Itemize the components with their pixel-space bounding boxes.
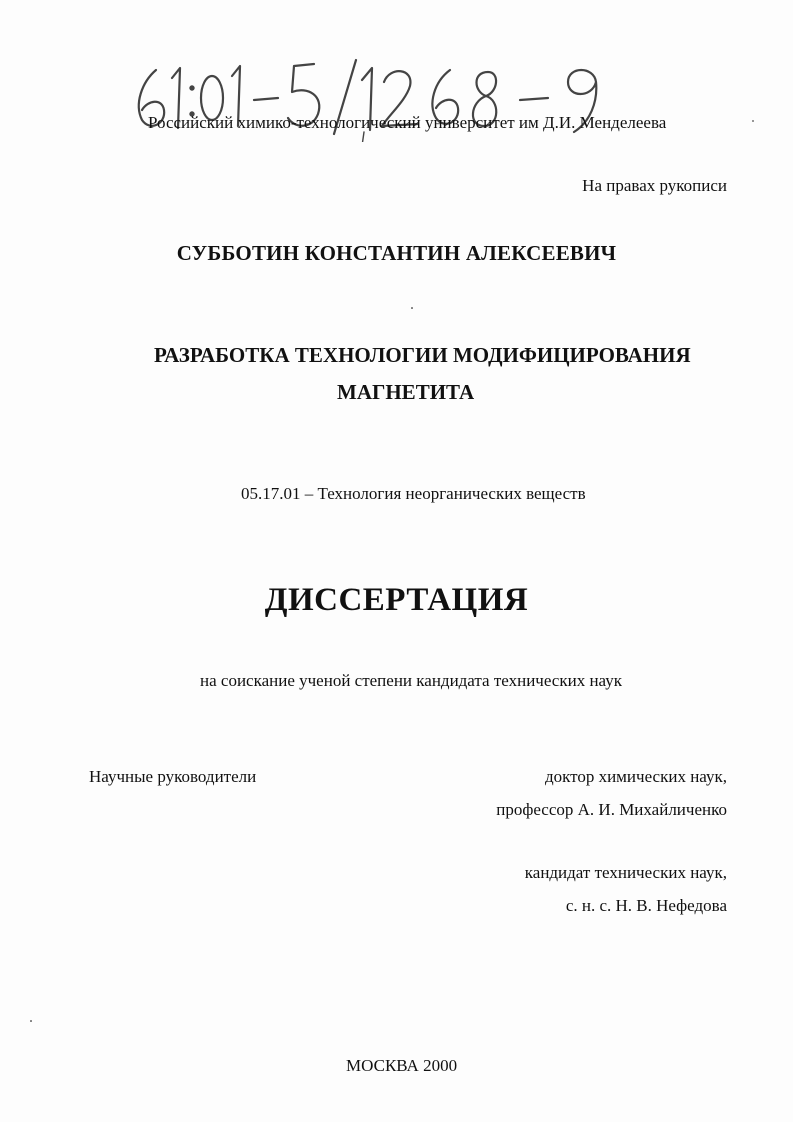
document-type-heading: ДИССЕРТАЦИЯ <box>264 582 529 618</box>
specialty-code: 05.17.01 – Технология неорганических веществ <box>241 484 586 503</box>
supervisor-1-name: профессор А. И. Михайличенко <box>496 800 727 819</box>
scan-speck <box>752 120 754 122</box>
university-name: Российский химико-технологический университет им Д.И. Менделеева <box>148 113 667 132</box>
scan-speck <box>30 1020 32 1022</box>
dissertation-title-line-1: РАЗРАБОТКА ТЕХНОЛОГИИ МОДИФИЦИРОВАНИЯ <box>154 343 691 367</box>
supervisor-2-name: с. н. с. Н. В. Нефедова <box>565 896 727 915</box>
supervisors-label: Научные руководители <box>89 767 257 786</box>
scan-speck <box>411 307 413 309</box>
supervisor-1-degree: доктор химических наук, <box>544 767 727 786</box>
author-name: СУББОТИН КОНСТАНТИН АЛЕКСЕЕВИЧ <box>176 241 617 265</box>
manuscript-rights-note: На правах рукописи <box>582 176 727 195</box>
degree-sought: на соискание ученой степени кандидата технических наук <box>200 671 623 690</box>
dissertation-title-line-2: МАГНЕТИТА <box>337 380 475 404</box>
city-and-year: МОСКВА 2000 <box>346 1056 458 1075</box>
supervisor-2-degree: кандидат технических наук, <box>524 863 727 882</box>
